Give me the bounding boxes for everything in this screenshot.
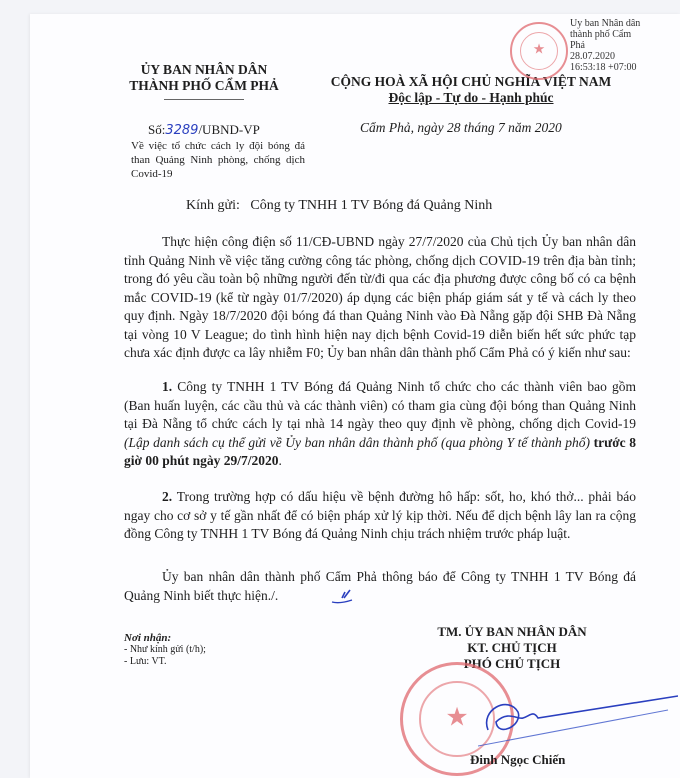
item1-number: 1. xyxy=(162,379,173,394)
item2-number: 2. xyxy=(162,489,173,504)
star-icon: ★ xyxy=(445,702,469,732)
issuing-authority xyxy=(104,62,304,100)
body-paragraph-1: Thực hiện công điện số 11/CĐ-UBND ngày 27/7/2020 của Chủ tịch Ủy ban nhân dân tỉnh Quảng Ninh về việc tăng cường công tác phòng, chống dịch COVID-19 trên địa bàn tỉnh; trong đó yêu cầu toàn bộ những người đến từ/đi qua các địa phương được công bố có ca bệnh mắc COVID-19 (kể từ ngày 01/7/2020) áp dụng các biện pháp giám sát y tế và cách ly theo quy định. Ngày 18/7/2020 đội bóng đá than Quảng Ninh vào Đà Nẵng gặp đội SHB Đà Nẵng tại vòng 10 V League; do tình hình hiện nay dịch bệnh Covid-19 diễn biến hết sức phức tạp chưa xác định được ca lây nhiễm F0; Ủy ban nhân dân thành phố Cẩm Phả có ý kiến như sau: xyxy=(124,234,636,360)
digsig-line2: thành phố Cẩm xyxy=(570,29,632,40)
closing-paragraph: Ủy ban nhân dân thành phố Cẩm Phả thông báo để Công ty TNHH 1 TV Bóng đá Quảng Ninh biết thực hiện./. xyxy=(124,569,636,603)
date-line: Cẩm Phả, ngày 28 tháng 7 năm 2020 xyxy=(360,120,562,135)
item1-deadline: trước 8 giờ 00 phút ngày 29/7/2020 xyxy=(124,434,636,468)
addressee-label: Kính gửi: xyxy=(186,198,240,213)
so-number: 3289 xyxy=(165,123,199,138)
so-suffix: /UBND-VP xyxy=(198,122,260,137)
authority-line2: THÀNH PHỐ CẨM PHẢ xyxy=(129,78,279,93)
authority-line1: ỦY BAN NHÂN DÂN xyxy=(140,62,268,77)
digital-signature-info xyxy=(570,18,680,73)
body-item-1 xyxy=(124,378,636,471)
recipient-item: - Lưu: VT. xyxy=(124,656,167,667)
recipient-item: - Như kính gửi (t/h); xyxy=(124,644,206,655)
digsig-time: 16:53:18 +07:00 xyxy=(570,62,637,73)
handwritten-signature-icon xyxy=(478,690,678,750)
item1-end: . xyxy=(278,453,282,468)
national-motto: Độc lập - Tự do - Hạnh phúc xyxy=(388,90,554,105)
signer-name: Đinh Ngọc Chiến xyxy=(470,752,566,767)
digsig-line3: Phả xyxy=(570,40,585,51)
item2-text: Trong trường hợp có dấu hiệu về bệnh đường hô hấp: sốt, ho, khó thở... phải báo ngay cho cơ sở y tế gần nhất để có biện pháp xử lý kịp thời. Nếu để dịch bệnh lây lan ra cộng đồng Công ty TNHH 1 TV Bóng đá Quảng Ninh chịu trách nhiệm trước pháp luật. xyxy=(124,489,636,541)
header-divider xyxy=(164,99,244,100)
so-label: Số: xyxy=(148,122,166,137)
signer-line2: KT. CHỦ TỊCH xyxy=(467,640,557,655)
national-header xyxy=(312,74,630,106)
handwritten-tick-icon xyxy=(330,588,356,606)
signer-line1: TM. ỦY BAN NHÂN DÂN xyxy=(437,624,587,639)
signer-line3: PHÓ CHỦ TỊCH xyxy=(463,656,561,671)
document-number xyxy=(148,122,260,138)
digsig-line1: Uy ban Nhân dân xyxy=(570,18,641,29)
addressee-name: Công ty TNHH 1 TV Bóng đá Quảng Ninh xyxy=(250,198,493,213)
digsig-date: 28.07.2020 xyxy=(570,51,615,62)
recipients-title: Nơi nhận: xyxy=(124,632,172,644)
item1-italic: (Lập danh sách cụ thể gửi về Ủy ban nhân dân thành phố (qua phòng Y tế thành phố) xyxy=(124,434,591,450)
item1-text: Công ty TNHH 1 TV Bóng đá Quảng Ninh tổ chức cho các thành viên bao gồm (Ban huấn luyện, các cầu thủ và các thành viên) có tham gia cùng đội bóng than Quảng Ninh tại Đà Nẵng tổ chức cách ly tại nhà 14 ngày theo quy định về phòng, chống dịch Covid-19 xyxy=(124,379,636,431)
recipients-list xyxy=(124,632,206,668)
star-icon: ★ xyxy=(532,42,546,58)
body-item-2 xyxy=(124,488,636,544)
addressee xyxy=(186,198,492,214)
document-subject: Về việc tổ chức cách ly đội bóng đá than Quảng Ninh phòng, chống dịch Covid-19 xyxy=(131,140,305,180)
seal-stamp-top xyxy=(510,22,568,80)
nation-title: CỘNG HOÀ XÃ HỘI CHỦ NGHĨA VIỆT NAM xyxy=(330,74,612,89)
